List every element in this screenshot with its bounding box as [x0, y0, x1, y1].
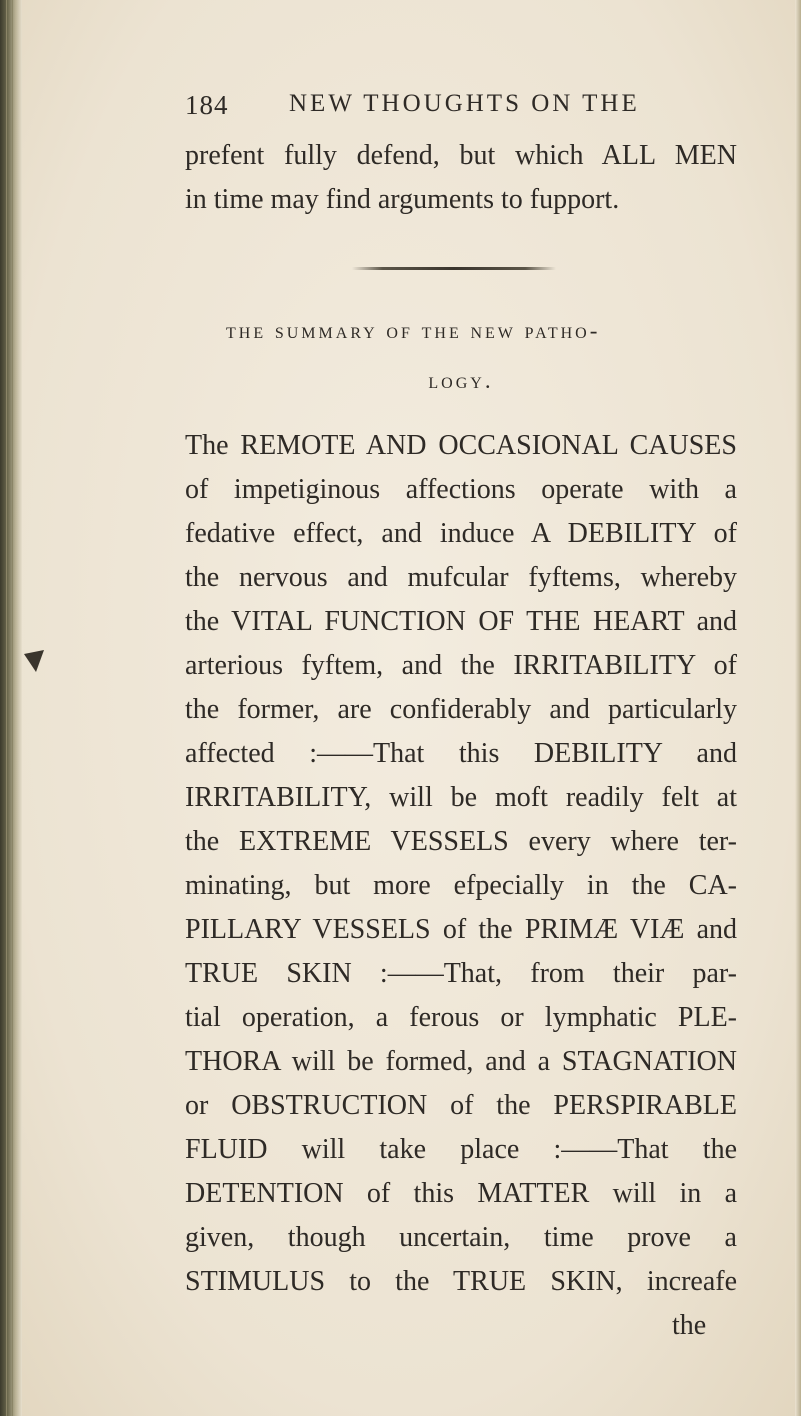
page-number: 184: [185, 90, 229, 120]
text-line: STIMULUS to the TRUE SKIN, increafe: [185, 1266, 737, 1297]
text-line: minating, but more efpecially in the CA-: [185, 870, 737, 901]
text-line: The REMOTE AND OCCASIONAL CAUSES: [185, 430, 737, 461]
text-line: the nervous and mufcular fyftems, whereby: [185, 562, 737, 593]
text-line: given, though uncertain, time prove a: [185, 1222, 737, 1253]
text-line: in time may find arguments to fupport.: [185, 184, 620, 215]
text-line: of impetiginous affections operate with a: [185, 474, 737, 505]
page-header: [185, 86, 655, 126]
section-divider: [352, 267, 556, 270]
text-line: tial operation, a ferous or lymphatic PLE-: [185, 1002, 737, 1033]
text-line: PILLARY VESSELS of the PRIMÆ VIÆ and: [185, 914, 737, 945]
pointer-mark-icon: [22, 648, 48, 678]
text-line: the EXTREME VESSELS every where ter-: [185, 826, 737, 857]
text-line: or OBSTRUCTION of the PERSPIRABLE: [185, 1090, 737, 1121]
text-line: the VITAL FUNCTION OF THE HEART and: [185, 606, 737, 637]
text-line: TRUE SKIN :——That, from their par-: [185, 958, 737, 989]
text-line: THORA will be formed, and a STAGNATION: [185, 1046, 737, 1077]
text-line: arterious fyftem, and the IRRITABILITY of: [185, 650, 737, 681]
section-title: the summary of the new patho-: [226, 318, 601, 343]
text-line: fedative effect, and induce A DEBILITY of: [185, 518, 737, 549]
text-line: IRRITABILITY, will be moft readily felt at: [185, 782, 737, 813]
text-line: prefent fully defend, but which ALL MEN: [185, 140, 737, 171]
binding-gutter: [0, 0, 22, 1416]
gutter-line: [12, 0, 13, 1416]
gutter-line: [6, 0, 7, 1416]
text-line: affected :——That this DEBILITY and: [185, 738, 737, 769]
catchword: the: [672, 1310, 707, 1341]
text-line: the former, are confiderably and particularly: [185, 694, 737, 725]
page-edge: [795, 0, 801, 1416]
text-line: FLUID will take place :——That the: [185, 1134, 737, 1165]
running-head: NEW THOUGHTS ON THE: [289, 90, 640, 117]
text-line: DETENTION of this MATTER will in a: [185, 1178, 737, 1209]
section-title-continuation: logy.: [428, 368, 494, 393]
